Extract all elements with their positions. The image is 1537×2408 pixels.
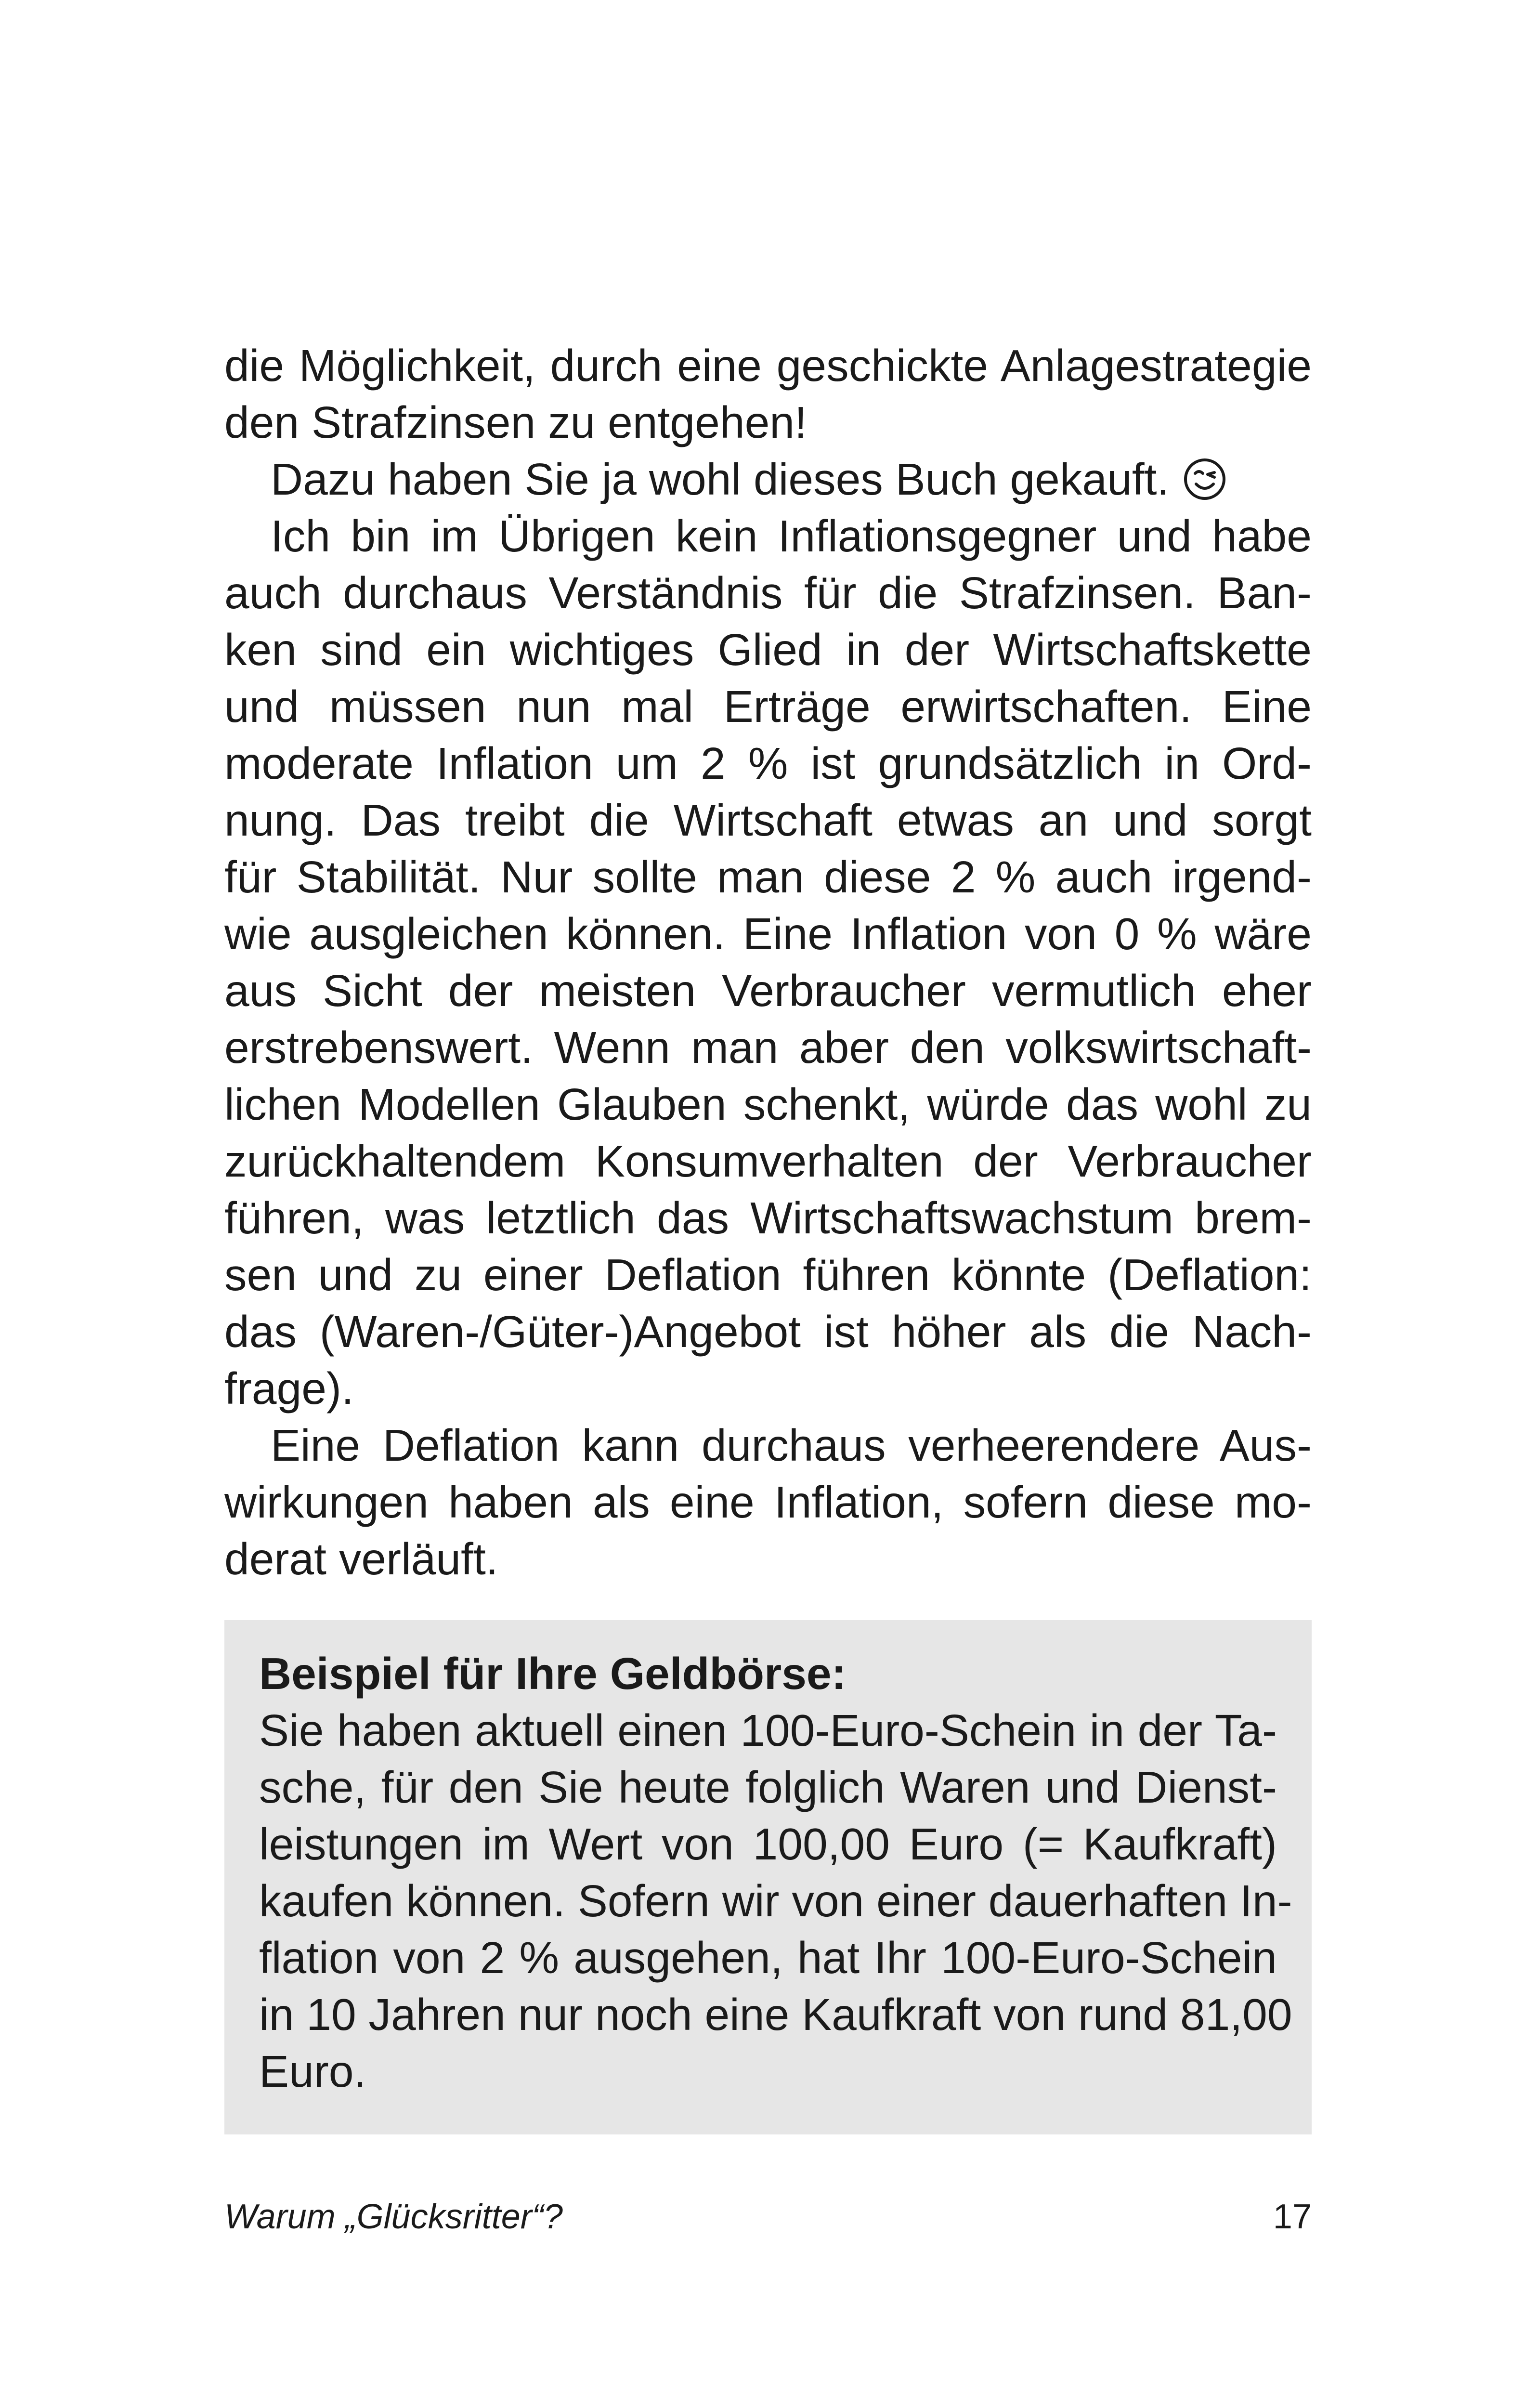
body-line: für Stabilität. Nur sollte man diese 2 % auch irgend-: [224, 852, 1312, 902]
example-content: [259, 1645, 1292, 2100]
body-line: sen und zu einer Deflation führen könnte (Deflation:: [224, 1250, 1312, 1300]
body-line: nung. Das treibt die Wirtschaft etwas an und sorgt: [224, 795, 1312, 845]
body-line: wirkungen haben als eine Inflation, sofern diese mo-: [224, 1477, 1312, 1527]
winking-face-icon: [1183, 457, 1227, 514]
example-line: sche, für den Sie heute folglich Waren und Dienst-: [259, 1762, 1277, 1812]
example-box: [224, 1620, 1312, 2134]
body-line: den Strafzinsen zu entgehen!: [224, 397, 807, 447]
body-text: [224, 337, 1312, 1587]
body-line: derat verläuft.: [224, 1534, 498, 1584]
body-line: ken sind ein wichtiges Glied in der Wirtschaftskette: [224, 625, 1312, 675]
example-line: Euro.: [259, 2046, 366, 2096]
example-title: Beispiel für Ihre Geldbörse:: [259, 1649, 847, 1699]
example-line: kaufen können. Sofern wir von einer dauerhaften In-: [259, 1876, 1292, 1926]
body-line: Eine Deflation kann durchaus verheerendere Aus-: [271, 1420, 1312, 1470]
example-line: in 10 Jahren nur noch eine Kaufkraft von rund 81,00: [259, 1989, 1292, 2040]
body-line: Ich bin im Übrigen kein Inflationsgegner und habe: [271, 511, 1312, 561]
body-line: aus Sicht der meisten Verbraucher vermutlich eher: [224, 966, 1312, 1016]
body-line: lichen Modellen Glauben schenkt, würde das wohl zu: [224, 1079, 1312, 1129]
page-number: 17: [1273, 2198, 1312, 2236]
body-line: moderate Inflation um 2 % ist grundsätzlich in Ord-: [224, 738, 1312, 788]
body-line-with-emoji: [224, 451, 1312, 508]
body-line: auch durchaus Verständnis für die Strafzinsen. Ban-: [224, 568, 1312, 618]
body-line: zurückhaltendem Konsumverhalten der Verbraucher: [224, 1136, 1312, 1186]
body-line: das (Waren-/Güter-)Angebot ist höher als die Nach-: [224, 1307, 1312, 1357]
body-line: wie ausgleichen können. Eine Inflation von 0 % wäre: [224, 909, 1312, 959]
body-line: führen, was letztlich das Wirtschaftswachstum brem-: [224, 1193, 1312, 1243]
body-line: frage).: [224, 1363, 354, 1413]
example-line: leistungen im Wert von 100,00 Euro (= Kaufkraft): [259, 1819, 1277, 1869]
example-line: flation von 2 % ausgehen, hat Ihr 100-Euro-Schein: [259, 1933, 1277, 1983]
body-line: erstrebenswert. Wenn man aber den volkswirtschaft-: [224, 1022, 1312, 1073]
body-line: und müssen nun mal Erträge erwirtschaften. Eine: [224, 681, 1312, 732]
footer-chapter-title: Warum „Glücksritter“?: [224, 2198, 563, 2236]
example-line: Sie haben aktuell einen 100-Euro-Schein in der Ta-: [259, 1705, 1277, 1755]
body-line-text: Dazu haben Sie ja wohl dieses Buch gekauft.: [271, 454, 1170, 504]
body-line: die Möglichkeit, durch eine geschickte Anlagestrategie: [224, 340, 1312, 391]
